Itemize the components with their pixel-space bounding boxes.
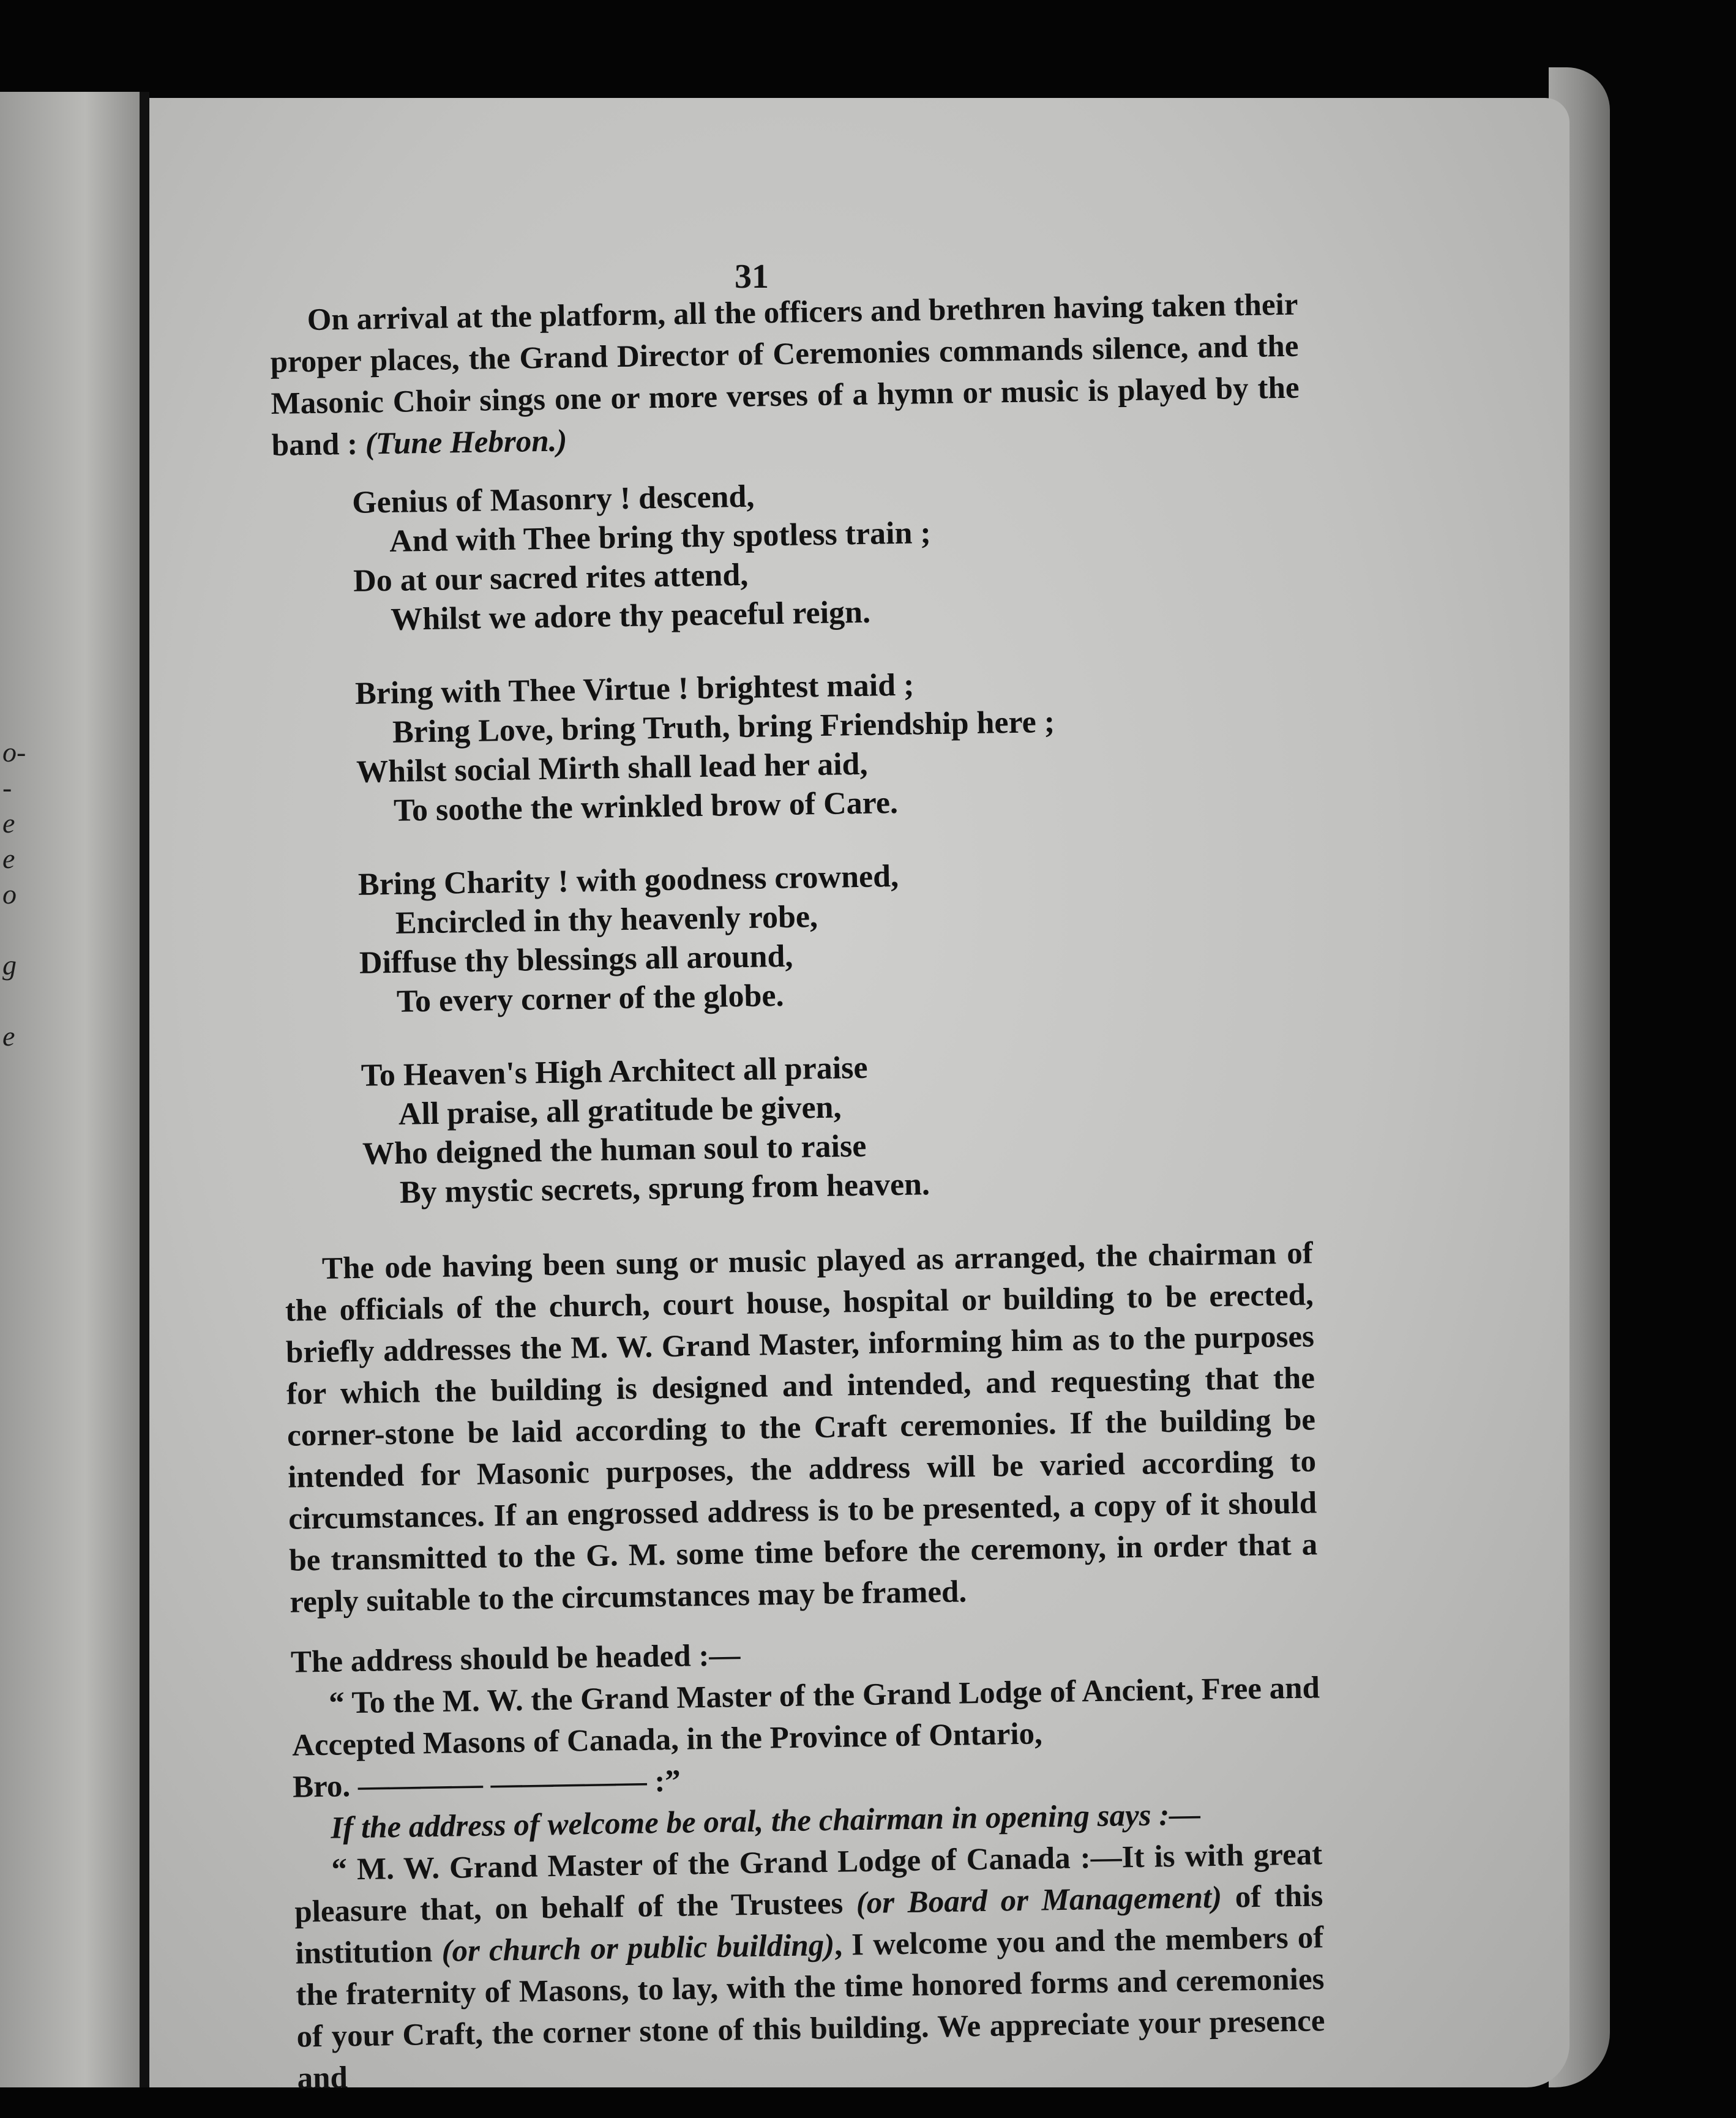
hymn-stanza-4	[361, 1041, 1312, 1213]
hymn-line: And with Thee bring thy spotless train ;	[389, 515, 932, 559]
welcome-speech	[294, 1833, 1326, 2099]
address-salutation: “ To the M. W. the Grand Master of the Grand Lodge of Ancient, Free and Accepted Masons of Canada, in the Province of Ontario,	[291, 1671, 1320, 1763]
hymn-line: Do at our sacred rites attend,	[353, 557, 749, 599]
speech-alternative-2: (or church or public building)	[441, 1928, 835, 1969]
oral-instruction: If the address of welcome be oral, the chairman in opening says :—	[330, 1797, 1201, 1846]
book-gutter	[140, 92, 149, 2087]
facing-page	[0, 92, 142, 2087]
intro-paragraph	[269, 284, 1300, 466]
address-bro: Bro. ———— ————— :”	[292, 1764, 681, 1805]
hymn-line: All praise, all gratitude be given,	[398, 1090, 842, 1132]
hymn-line: Encircled in thy heavenly robe,	[395, 899, 818, 941]
hymn-line: Whilst social Mirth shall lead her aid,	[356, 746, 868, 790]
hymn-line: Diffuse thy blessings all around,	[359, 938, 793, 981]
ode-paragraph: The ode having been sung or music played as arranged, the chairman of the officials of the church, court house, hospital or building to be erected, briefly addresses the M. W. Grand Master, informing him as to the purposes for which the building is designed and intended, and requesting that the corner-stone be laid according to the Craft ceremonies. If the building be intended for Masonic purposes, the address will be varied according to circumstances. If an engrossed address is to be presented, a copy of it should be transmitted to the G. M. some time before the ceremony, in order that a reply suitable to the circumstances may be framed.	[285, 1236, 1318, 1620]
speech-part-1: “ M. W. Grand Master of the Grand Lodge of Canada :—It is with great pleasure that, on behalf of the Trustees	[294, 1837, 1323, 1929]
page-number: 31	[735, 258, 769, 296]
speech-alternative-1: (or Board or Management)	[856, 1880, 1222, 1921]
hymn-line: Whilst we adore thy peaceful reign.	[390, 594, 871, 637]
hymn-line: Who deigned the human soul to raise	[362, 1128, 867, 1172]
page-text	[269, 284, 1326, 2118]
hymn-stanza-3	[358, 850, 1309, 1022]
address-heading: The address should be headed :—	[290, 1638, 741, 1680]
hymn-line: By mystic secrets, sprung from heaven.	[399, 1167, 930, 1210]
facing-page-edge-text: o- - e e o g e	[2, 736, 26, 1052]
hymn-line: Bring Charity ! with goodness crowned,	[357, 858, 899, 902]
speech-part-2: of this institution	[295, 1879, 1323, 1971]
tune-name: (Tune Hebron.)	[365, 424, 567, 462]
hymn-line: To every corner of the globe.	[396, 978, 784, 1019]
hymn-line: Bring Love, bring Truth, bring Friendship here ;	[392, 704, 1055, 750]
hymn-line: To Heaven's High Architect all praise	[361, 1050, 868, 1093]
intro-text: On arrival at the platform, all the officers and brethren having taken their proper places, the Grand Director of Ceremonies commands silence, and the Masonic Choir sings one or more verses of a hymn or music is played by the band :	[270, 287, 1300, 463]
address-block	[290, 1625, 1322, 1849]
hymn-line: To soothe the wrinkled brow of Care.	[393, 785, 899, 828]
hymn-line: Genius of Masonry ! descend,	[351, 479, 755, 520]
speech-part-3: , I welcome you and the members of the fraternity of Masons, to lay, with the time honored forms and ceremonies of your Craft, the corner stone of this building. We appreciate your presence and	[296, 1920, 1325, 2096]
hymn-stanza-1	[352, 469, 1303, 640]
hymn-stanza-2	[355, 660, 1306, 831]
hymn-line: Bring with Thee Virtue ! brightest maid ;	[354, 667, 915, 711]
